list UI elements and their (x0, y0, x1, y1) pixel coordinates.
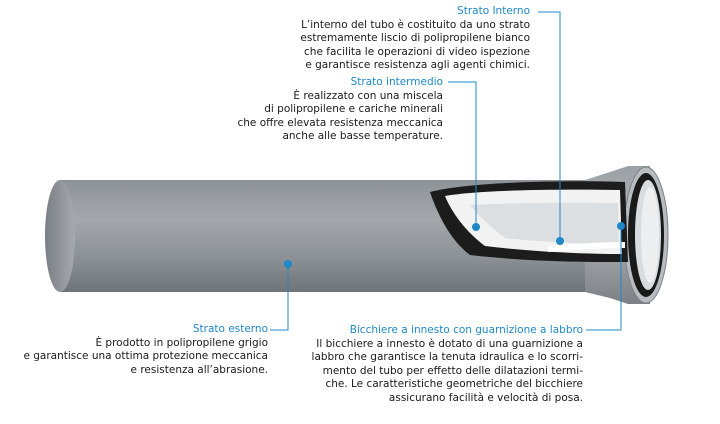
callout-text: È realizzato con una miscela di polipropilene e cariche minerali che offre elevata resistenza meccanica anche alle basse temperature. (237, 89, 443, 143)
marker-dot-interno (556, 237, 564, 245)
callout-strato-interno (230, 5, 530, 73)
callout-strato-esterno (8, 323, 268, 377)
callout-text: Il bicchiere a innesto è dotato di una guarnizione a labbro che garantisce la tenuta idraulica e lo scorri- mento del tubo per effetto delle dilatazioni termi- che. Le caratteristiche geometriche del bicchiere assicurano facilità e velocità di posa. (311, 337, 583, 404)
marker-dot-intermedio (472, 223, 480, 231)
callout-text: È prodotto in polipropilene grigio e garantisce una ottima protezione meccanica e resistenza all’abrasione. (23, 336, 268, 376)
callout-title: Strato Interno (457, 5, 530, 17)
callout-title: Strato intermedio (350, 76, 443, 88)
callout-title: Bicchiere a innesto con guarnizione a labbro (349, 324, 583, 336)
callout-bicchiere (305, 324, 583, 406)
marker-dot-esterno (284, 260, 292, 268)
bell-inner-shadow (641, 187, 659, 283)
callout-title: Strato esterno (192, 323, 268, 335)
callout-text: L’interno del tubo è costituito da uno strato estremamente liscio di polipropilene bianco che facilita le operazioni di video ispezione e garantisce resistenza agli agenti chimici. (300, 18, 530, 72)
pipe-left-end (45, 180, 75, 292)
callout-strato-intermedio (183, 76, 443, 144)
marker-dot-bicchiere (617, 222, 625, 230)
